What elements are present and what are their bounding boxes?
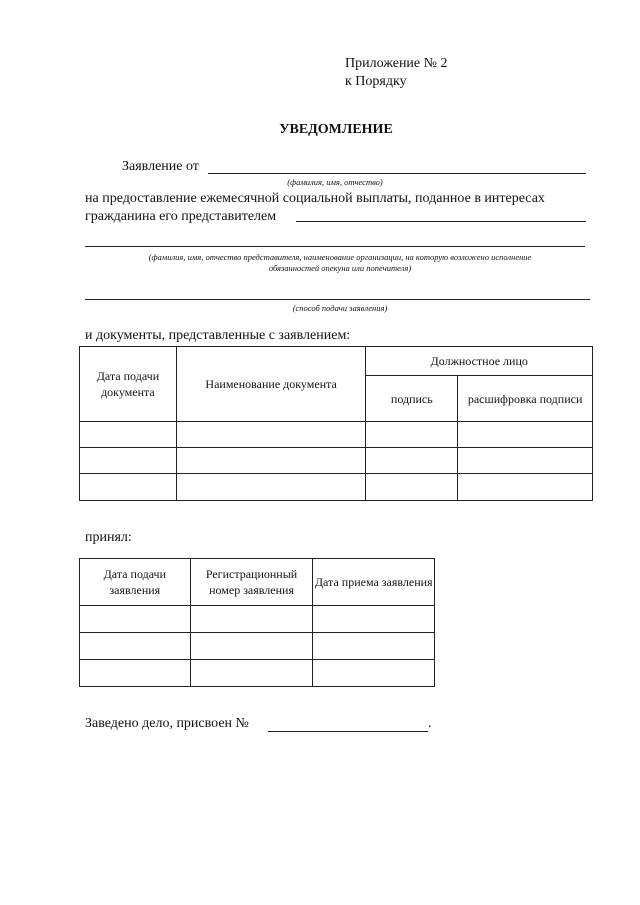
- table-cell[interactable]: [80, 474, 177, 501]
- table-cell[interactable]: [366, 422, 458, 448]
- statement-from-label: Заявление от: [122, 159, 199, 174]
- appendix-number: Приложение № 2: [345, 56, 448, 71]
- table-cell[interactable]: [366, 474, 458, 501]
- submission-method-caption: (способ подачи заявления): [292, 303, 388, 313]
- table-cell[interactable]: [80, 606, 191, 633]
- representative-caption-line2: обязанностей опекуна или попечителя): [268, 263, 412, 273]
- submission-method-line[interactable]: [85, 299, 590, 300]
- col-header-official: Должностное лицо: [366, 347, 593, 376]
- table-cell[interactable]: [176, 474, 366, 501]
- case-number-period: .: [428, 716, 432, 731]
- col-header-acceptance-date: Дата приема заявления: [313, 559, 435, 606]
- table-cell[interactable]: [313, 660, 435, 687]
- applicant-name-line[interactable]: [208, 173, 586, 174]
- table-row: [80, 422, 593, 448]
- table-cell[interactable]: [80, 448, 177, 474]
- table-cell[interactable]: [80, 633, 191, 660]
- representative-line-inline[interactable]: [296, 221, 586, 222]
- table-cell[interactable]: [80, 422, 177, 448]
- table-row: [80, 474, 593, 501]
- table-cell[interactable]: [190, 660, 313, 687]
- document-title: УВЕДОМЛЕНИЕ: [279, 122, 393, 137]
- col-header-registration-number: Регистрационный номер заявления: [190, 559, 313, 606]
- table-row: [80, 448, 593, 474]
- table-row: [80, 660, 435, 687]
- applicant-name-caption: (фамилия, имя, отчество): [287, 177, 383, 187]
- table-cell[interactable]: [176, 422, 366, 448]
- col-header-signature: подпись: [366, 376, 458, 422]
- table-cell[interactable]: [190, 633, 313, 660]
- table-cell[interactable]: [458, 474, 593, 501]
- purpose-text-line2: гражданина его представителем: [85, 209, 277, 224]
- table-cell[interactable]: [80, 660, 191, 687]
- col-header-application-date: Дата подачи заявления: [80, 559, 191, 606]
- table-row: [80, 633, 435, 660]
- accepted-heading: принял:: [85, 530, 132, 545]
- case-number-line[interactable]: [268, 731, 428, 732]
- appendix-reference: к Порядку: [345, 74, 407, 89]
- acceptance-table: [79, 558, 435, 687]
- representative-caption-line1: (фамилия, имя, отчество представителя, наименование организации, на которую возложено исполнение: [148, 252, 532, 262]
- table-cell[interactable]: [458, 448, 593, 474]
- table-cell[interactable]: [313, 606, 435, 633]
- purpose-text-line1: на предоставление ежемесячной социальной выплаты, поданное в интересах: [85, 191, 545, 206]
- table-cell[interactable]: [458, 422, 593, 448]
- col-header-doc-name: Наименование документа: [176, 347, 366, 422]
- table-cell[interactable]: [313, 633, 435, 660]
- col-header-doc-date: Дата подачи документа: [80, 347, 177, 422]
- documents-table: [79, 346, 593, 501]
- table-cell[interactable]: [190, 606, 313, 633]
- case-number-label: Заведено дело, присвоен №: [85, 716, 249, 731]
- col-header-decoding: расшифровка подписи: [458, 376, 593, 422]
- table-cell[interactable]: [366, 448, 458, 474]
- documents-heading: и документы, представленные с заявлением:: [85, 328, 351, 343]
- table-cell[interactable]: [176, 448, 366, 474]
- representative-line-full[interactable]: [85, 246, 585, 247]
- table-row: [80, 606, 435, 633]
